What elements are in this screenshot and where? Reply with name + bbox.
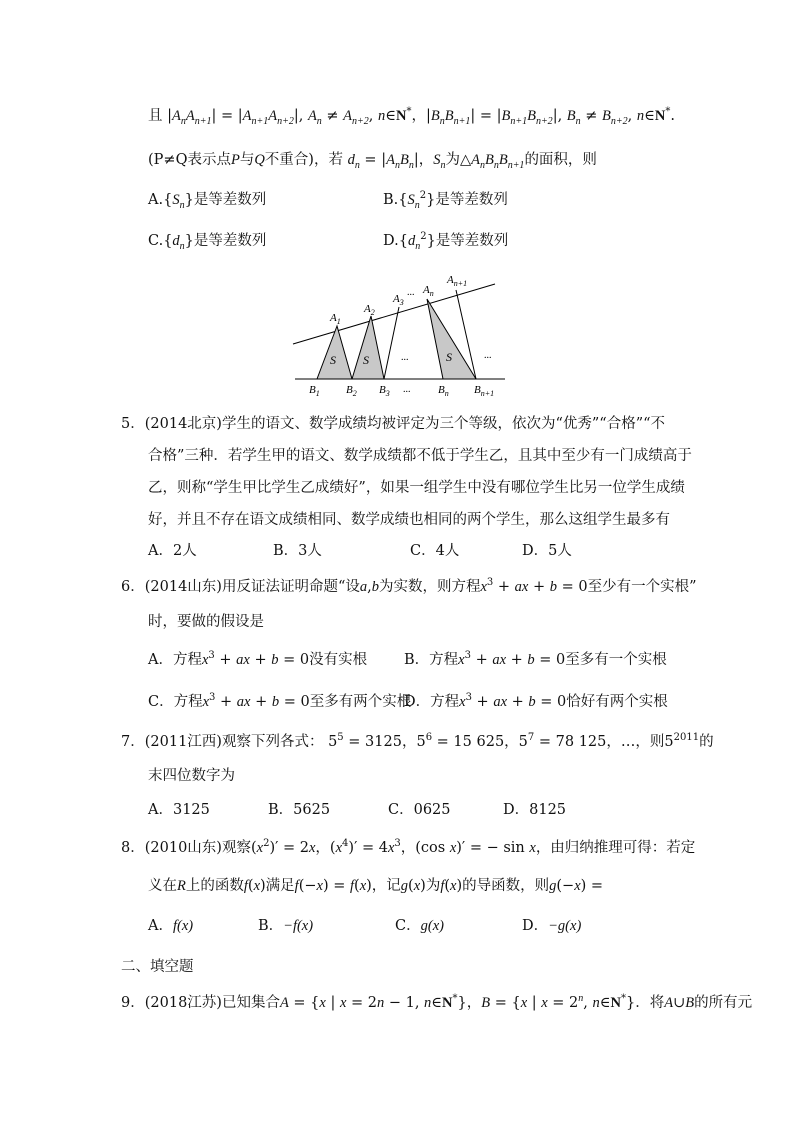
text-area: 的面积，则 <box>524 152 597 168</box>
q6-line-1: 6．(2014山东)用反证法证明命题“设a,b为实数，则方程$x^3$ + ax + b = 0至少有一个实根” <box>121 577 697 595</box>
q5-line-2: 合格”三种．若学生甲的语文、数学成绩都不低于学生乙，且其中至少有一门成绩高于 <box>148 448 692 464</box>
q5-option-b[interactable]: B．3人 <box>273 543 322 559</box>
q8-line-1: 8．(2010山东)观察$(x^2)' = 2x$，$(x^4)' = 4x^3$，(cos x)′ = − sin x，由归纳推理可得：若定 <box>121 838 696 856</box>
dn-def: $d_n$ <box>347 152 360 171</box>
q5-option-a[interactable]: A．2人 <box>148 543 197 559</box>
q4-condition-line <box>148 106 675 126</box>
option-math: $\{d_n\}$ <box>163 233 194 252</box>
option-eq: $x^3$ + ax + b = 0 <box>201 650 310 668</box>
text-comma: ， <box>418 152 434 168</box>
option-letter: A． <box>148 652 173 668</box>
option-post: 至多有一个实根 <box>565 652 667 668</box>
section-heading: 二、填空题 <box>121 959 194 975</box>
label-a1: $A_1$ <box>330 312 341 326</box>
option-eq: $x^3$ + ax + b = 0 <box>459 692 567 710</box>
option-math: −f(x) <box>283 918 314 934</box>
q9-stem-c: 的所有元 <box>694 995 753 1011</box>
point-q: Q <box>254 152 265 168</box>
option-math: f(x) <box>172 918 194 934</box>
q6-stem-b: 为实数，则方程 <box>378 579 481 595</box>
label-b3: $B_3$ <box>379 384 390 396</box>
q8-l2-d: ，记 <box>371 878 401 894</box>
option-letter: C. <box>148 233 164 249</box>
label-bn: $B_n$ <box>438 384 449 396</box>
option-pre: 方程 <box>173 694 203 710</box>
ellipsis-right: ... <box>484 350 492 361</box>
label-bn1: $B_{n+1}$ <box>474 384 495 396</box>
option-text: 是等差数列 <box>435 192 508 208</box>
q5-text: 学生的语文、数学成绩均被评定为三个等级，依次为“优秀”“合格”“不 <box>221 416 666 432</box>
area-sn: S <box>446 350 452 364</box>
option-math: $\{S_n^2\}$ <box>398 190 436 211</box>
q6-stem-c: 至少有一个实根” <box>587 579 697 595</box>
q8-option-d[interactable] <box>522 916 581 936</box>
triangle-n <box>427 299 476 379</box>
q6-option-c[interactable] <box>148 692 411 712</box>
ellipsis-mid: ... <box>401 352 409 363</box>
q7-power: $5^{2011}$ <box>664 732 700 750</box>
ellipsis-bottom: ... <box>403 384 411 395</box>
option-eq: $x^3$ + ax + b = 0 <box>202 692 310 710</box>
q9-line-1: 9．(2018江苏)已知集合A = {x | x = 2n − 1, n∈N*}，B = {x | $x = 2^n$, n∈N*}．将A∪B的所有元 <box>121 993 753 1011</box>
option-post: 至多有两个实根 <box>309 694 412 710</box>
q7-option-b[interactable]: B．5625 <box>268 802 331 818</box>
q8-l2-f: 的导函数，则 <box>462 878 550 894</box>
option-letter: C． <box>148 694 174 710</box>
q8-expr-3: (cos x)′ = − sin x <box>415 840 536 856</box>
label-an: $A_n$ <box>423 284 434 298</box>
q8-expr-2: $(x^4)' = 4x^3$ <box>329 838 401 856</box>
label-b1: $B_1$ <box>309 384 320 396</box>
ellipsis-top: ... <box>407 287 415 298</box>
q6-option-b[interactable] <box>404 650 667 670</box>
q8-l2-b: 上的函数 <box>185 878 244 894</box>
q7-line-2: 末四位数字为 <box>148 768 235 784</box>
option-math: $\{d_n^2\}$ <box>398 231 436 252</box>
option-pre: 方程 <box>172 652 202 668</box>
option-post: 没有实根 <box>309 652 368 668</box>
text-buchonghe: 不重合)，若 <box>264 152 343 168</box>
q8-l2-a: 义在 <box>148 878 177 894</box>
q6-stem-a: 用反证法证明命题“设 <box>221 579 360 595</box>
var-ab: a <box>359 579 368 595</box>
q6-number: 6． <box>121 579 145 595</box>
area-s2: S <box>363 353 369 367</box>
option-letter: C． <box>395 918 421 934</box>
q5-line-3: 乙，则称“学生甲比学生乙成绩好”，如果一组学生中没有哪位学生比另一位学生成绩 <box>148 480 685 496</box>
triangle-figure <box>285 268 515 396</box>
q8-l2-e: 为 <box>425 878 441 894</box>
q8-line-2: 义在R上的函数f(x)满足f(−x) = f(x)，记g(x)为f(x)的导函数，则g(−x) = <box>148 878 604 894</box>
q6-option-d[interactable] <box>404 692 668 712</box>
q7-expr-1: $5^5 = 3125$ <box>328 732 402 750</box>
q5-line-1 <box>121 414 665 434</box>
q9-stem-a: 已知集合 <box>221 995 280 1011</box>
q7-expr-2: $5^6 = 15$ 625 <box>416 732 505 750</box>
q7-option-c[interactable]: C．0625 <box>388 802 451 818</box>
option-math: g(x) <box>420 918 444 934</box>
option-letter: B. <box>383 192 399 208</box>
q9-source: (2018江苏) <box>144 995 222 1011</box>
q9-set-b: B = {x | $x = 2^n$, n∈N*} <box>481 993 636 1011</box>
option-letter: D. <box>383 233 399 249</box>
q7-line-1: 7．(2011江西)观察下列各式： $5^5 = 3125$，$5^6 = 15$ 625，$5^7 = 78$ 125，…，则$5^{2011}$的 <box>121 732 714 750</box>
label-a3: $A_3$ <box>393 293 404 307</box>
option-math: $\{S_n\}$ <box>163 192 194 211</box>
q6-option-a[interactable] <box>148 650 367 670</box>
q9-union: A <box>664 995 674 1011</box>
q7-option-d[interactable]: D．8125 <box>503 802 567 818</box>
sn-symbol: $S_n$ <box>433 152 446 171</box>
option-math: −g(x) <box>548 918 582 934</box>
q8-stem-b: ，由归纳推理可得：若定 <box>535 840 696 856</box>
q6-source: (2014山东) <box>144 579 222 595</box>
q7-tail2: 的 <box>699 734 714 750</box>
segment-a3b3 <box>384 307 399 379</box>
option-text: 是等差数列 <box>193 192 267 208</box>
q6-line-2: 时，要做的假设是 <box>148 614 264 630</box>
q4-condition-math: $|A_nA_{n+1}| = |A_{n+1}A_{n+2}|$, $A_n \ne A_{n+2}$, n∈N*，$|B_nB_{n+1}| = |B_{n+1}B_{n+2}|$, $B_n \ne B_{n+2}$, n∈N*. <box>167 106 675 127</box>
option-eq: $x^3$ + ax + b = 0 <box>458 650 566 668</box>
q4-option-a[interactable] <box>148 190 266 210</box>
q7-number: 7． <box>121 734 145 750</box>
option-letter: A． <box>148 918 173 934</box>
q5-line-4: 好，并且不存在语文成绩相同、数学成绩也相同的两个学生，那么这组学生最多有 <box>148 512 670 528</box>
q9-number: 9． <box>121 995 145 1011</box>
q9-set-a: A = {x | x = 2n − 1, n∈N*} <box>279 993 467 1011</box>
q7-expr-3: $5^7 = 78$ 125 <box>518 732 607 750</box>
q7-expr-ellipsis: … <box>620 734 636 750</box>
q4-option-c[interactable] <box>148 231 266 251</box>
q7-option-a[interactable]: A．3125 <box>148 802 210 818</box>
point-p: P <box>230 152 240 168</box>
q5-option-c[interactable]: C．4人 <box>410 543 460 559</box>
option-letter: A. <box>148 192 164 208</box>
q8-option-b[interactable] <box>258 916 313 936</box>
text-pq: (P≠Q表示点 <box>148 152 231 168</box>
q7-source: (2011江西) <box>144 734 222 750</box>
q8-number: 8． <box>121 840 145 856</box>
option-letter: D． <box>404 694 431 710</box>
q8-l2-c: 满足 <box>265 878 295 894</box>
text-yu: 与 <box>239 152 255 168</box>
q5-source: (2014北京) <box>144 416 222 432</box>
area-s1: S <box>330 353 336 367</box>
q6-equation: $x^3$ + ax + b = 0 <box>480 577 588 595</box>
option-post: 恰好有两个实根 <box>566 694 668 710</box>
text-wei: 为 <box>445 152 460 168</box>
option-text: 是等差数列 <box>193 233 267 249</box>
q7-tail: ，则 <box>635 734 665 750</box>
option-pre: 方程 <box>429 652 459 668</box>
text-qie: 且 <box>148 108 163 124</box>
q8-option-a[interactable] <box>148 916 193 936</box>
option-text: 是等差数列 <box>435 233 509 249</box>
q4-definition-line: (P≠Q表示点P与Q不重合)，若 $d_n = |A_nB_n|$，$S_n$为$\triangle A_nB_nB_{n+1}$的面积，则 <box>148 152 597 171</box>
q7-stem: 观察下列各式： <box>221 734 324 750</box>
q9-stem-b: ．将 <box>635 995 665 1011</box>
option-letter: B． <box>404 652 430 668</box>
q4-option-d[interactable] <box>383 231 508 251</box>
label-b2: $B_2$ <box>346 384 357 396</box>
label-a2: $A_2$ <box>364 303 375 317</box>
option-pre: 方程 <box>430 694 460 710</box>
q5-option-d[interactable]: D．5人 <box>522 543 572 559</box>
option-letter: B． <box>258 918 284 934</box>
option-letter: D． <box>522 918 549 934</box>
q8-expr-1: $(x^2)' = 2x$ <box>250 838 316 856</box>
q5-number: 5． <box>121 416 145 432</box>
q8-option-c[interactable] <box>395 916 444 936</box>
q4-option-b[interactable] <box>383 190 508 210</box>
label-an1: $A_{n+1}$ <box>447 274 468 288</box>
q8-source: (2010山东) <box>144 840 222 856</box>
q8-stem-a: 观察 <box>221 840 251 856</box>
